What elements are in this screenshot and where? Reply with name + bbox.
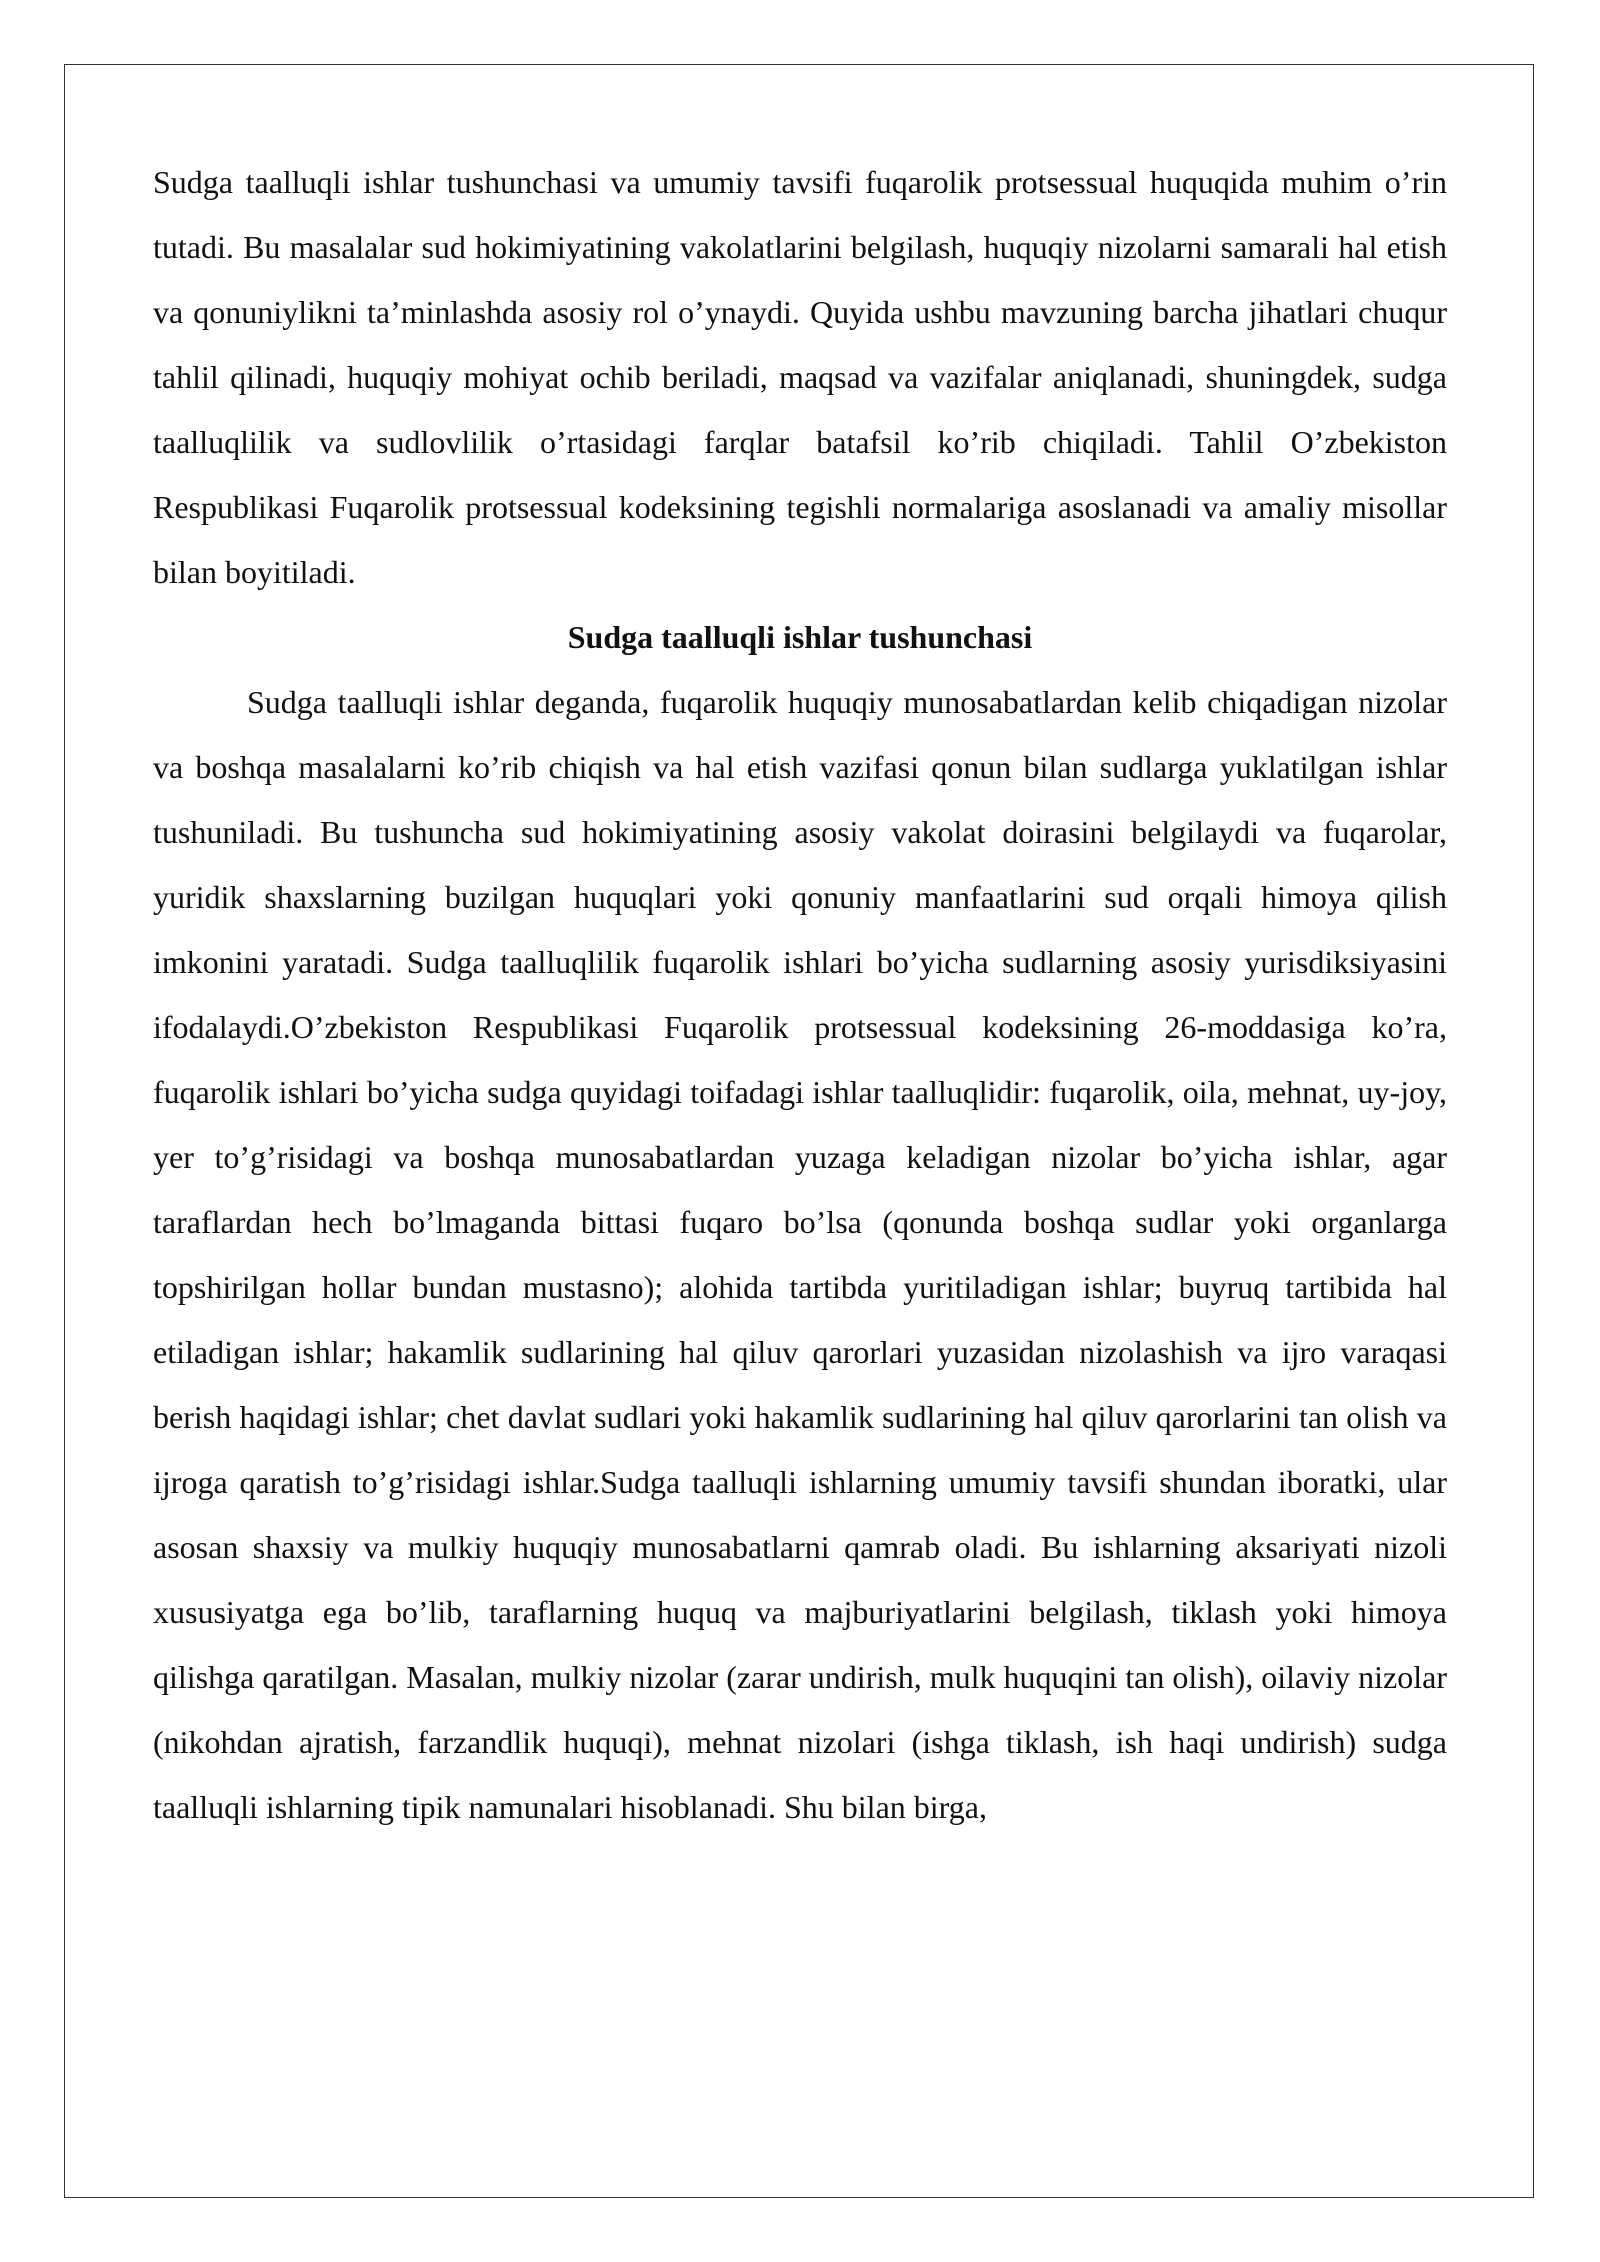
section-heading: Sudga taalluqli ishlar tushunchasi <box>567 619 1033 655</box>
document-body <box>153 150 1447 1840</box>
intro-paragraph: Sudga taalluqli ishlar tushunchasi va umumiy tavsifi fuqarolik protsessual huquqida muhim o’rin tutadi. Bu masalalar sud hokimiyatining vakolatlarini belgilash, huquqiy nizolarni samarali hal etish va qonuniylikni ta’minlashda asosiy rol o’ynaydi. Quyida ushbu mavzuning barcha jihatlari chuqur tahlil qilinadi, huquqiy mohiyat ochib beriladi, maqsad va vazifalar aniqlanadi, shuningdek, sudga taalluqlilik va sudlovlilik o’rtasidagi farqlar batafsil ko’rib chiqiladi. Tahlil O’zbekiston Respublikasi Fuqarolik protsessual kodeksining tegishli normalariga asoslanadi va amaliy misollar bilan boyitiladi. <box>153 164 1447 590</box>
body-paragraph: Sudga taalluqli ishlar deganda, fuqarolik huquqiy munosabatlardan kelib chiqadigan nizolar va boshqa masalalarni ko’rib chiqish va hal etish vazifasi qonun bilan sudlarga yuklatilgan ishlar tushuniladi. Bu tushuncha sud hokimiyatining asosiy vakolat doirasini belgilaydi va fuqarolar, yuridik shaxslarning buzilgan huquqlari yoki qonuniy manfaatlarini sud orqali himoya qilish imkonini yaratadi. Sudga taalluqlilik fuqarolik ishlari bo’yicha sudlarning asosiy yurisdiksiyasini ifodalaydi.O’zbekiston Respublikasi Fuqarolik protsessual kodeksining 26-moddasiga ko’ra, fuqarolik ishlari bo’yicha sudga quyidagi toifadagi ishlar taalluqlidir: fuqarolik, oila, mehnat, uy-joy, yer to’g’risidagi va boshqa munosabatlardan yuzaga keladigan nizolar bo’yicha ishlar, agar taraflardan hech bo’lmaganda bittasi fuqaro bo’lsa (qonunda boshqa sudlar yoki organlarga topshirilgan hollar bundan mustasno); alohida tartibda yuritiladigan ishlar; buyruq tartibida hal etiladigan ishlar; hakamlik sudlarining hal qiluv qarorlari yuzasidan nizolashish va ijro varaqasi berish haqidagi ishlar; chet davlat sudlari yoki hakamlik sudlarining hal qiluv qarorlarini tan olish va ijroga qaratish to’g’risidagi ishlar.Sudga taalluqli ishlarning umumiy tavsifi shundan iboratki, ular asosan shaxsiy va mulkiy huquqiy munosabatlarni qamrab oladi. Bu ishlarning aksariyati nizoli xususiyatga ega bo’lib, taraflarning huquq va majburiyatlarini belgilash, tiklash yoki himoya qilishga qaratilgan. Masalan, mulkiy nizolar (zarar undirish, mulk huquqini tan olish), oilaviy nizolar (nikohdan ajratish, farzandlik huquqi), mehnat nizolari (ishga tiklash, ish haqi undirish) sudga taalluqli ishlarning tipik namunalari hisoblanadi. Shu bilan birga, <box>153 684 1447 1825</box>
